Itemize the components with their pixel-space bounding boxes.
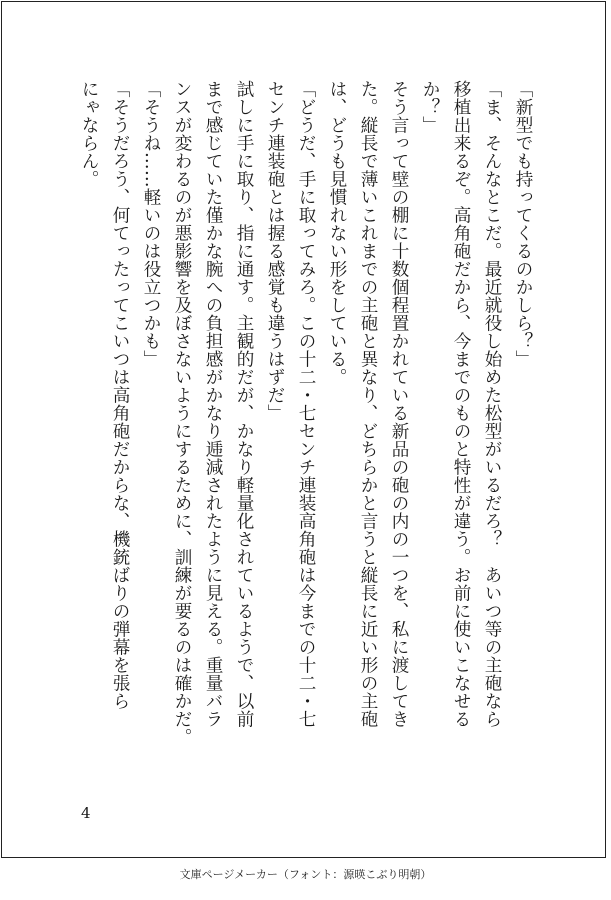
text-line: にゃならん。 (79, 80, 99, 188)
footer-credit: 文庫ページメーカー（フォント：源暎こぶり明朝） (179, 868, 432, 881)
text-line: まで感じていた僅かな腕への負担感がかなり逓減されたように見える。重量バラ (203, 80, 223, 728)
text-line: ンスが変わるのが悪影響を及ぼさないようにするために、訓練が要るのは確かだ。 (172, 80, 192, 746)
text-line: 「どうだ、手に取ってみろ。この十二・七センチ連装高角砲は今までの十二・七 (296, 80, 316, 728)
text-line: 「新型でも持ってくるのかしら？」 (513, 80, 533, 368)
text-line: センチ連装砲とは握る感覚も違うはずだ」 (265, 80, 285, 422)
text-line: 移植出来るぞ。高角砲だから、今までのものと特性が違う。お前に使いこなせる (451, 80, 471, 728)
text-line: 「ま、そんなとこだ。最近就役し始めた松型がいるだろ？ あいつ等の主砲なら (482, 80, 502, 728)
vertical-text-block (65, 80, 535, 800)
book-page (1, 1, 606, 858)
text-line: は、どうも見慣れない形をしている。 (327, 80, 347, 386)
text-line: 「そうね……軽いのは役立つかも」 (141, 80, 161, 368)
text-line: 「そうだろう、何てったってこいつは高角砲だからな、機銃ばりの弾幕を張ら (110, 80, 130, 710)
text-line: そう言って壁の棚に十数個程置かれている新品の砲の内の一つを、私に渡してき (389, 80, 409, 728)
text-line: た。縦長で薄いこれまでの主砲と異なり、どちらかと言うと縦長に近い形の主砲 (358, 80, 378, 728)
page-number: 4 (81, 804, 91, 822)
text-line: か？」 (420, 80, 440, 134)
text-line: 試しに手に取り、指に通す。主観的だが、かなり軽量化されているようで、以前 (234, 80, 254, 728)
